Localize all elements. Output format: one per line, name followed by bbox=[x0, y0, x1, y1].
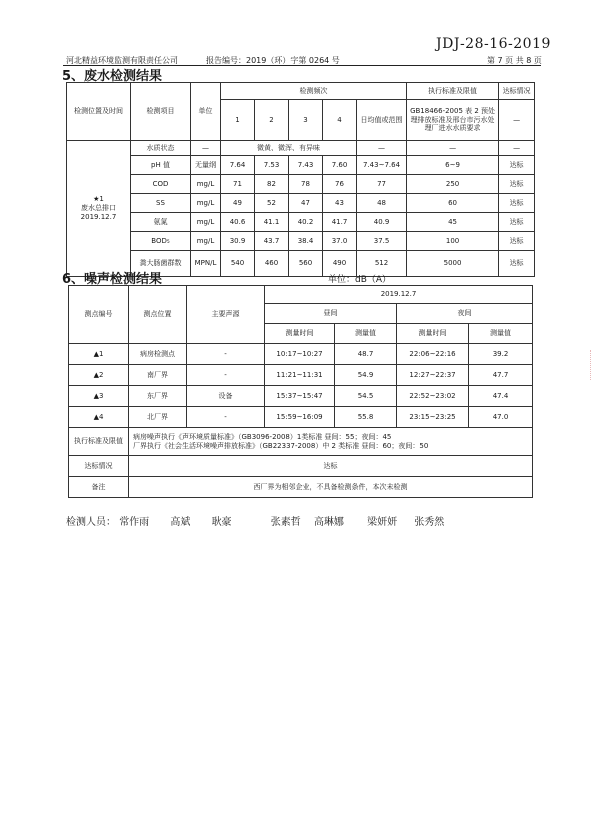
header-day-time: 测量时间 bbox=[265, 324, 335, 344]
night-time: 12:27~22:37 bbox=[397, 365, 469, 386]
inspector-name: 张素哲 bbox=[270, 517, 301, 528]
row-item: BOD₅ bbox=[131, 232, 191, 251]
remark-label: 备注 bbox=[69, 477, 129, 498]
inspectors-line bbox=[66, 513, 444, 528]
night-value: 39.2 bbox=[469, 344, 533, 365]
row-v3: 40.2 bbox=[289, 213, 323, 232]
row-std: 250 bbox=[407, 175, 499, 194]
stamp-edge-mark bbox=[590, 350, 603, 380]
night-time: 22:06~22:16 bbox=[397, 344, 469, 365]
location-date: 2019.12.7 bbox=[80, 212, 117, 221]
day-value: 54.9 bbox=[335, 365, 397, 386]
inspectors-label: 检测人员： bbox=[66, 517, 116, 528]
row-ok: 达标 bbox=[499, 251, 535, 277]
row-ok: 达标 bbox=[499, 175, 535, 194]
row-ok: 达标 bbox=[499, 213, 535, 232]
standard-text bbox=[129, 428, 533, 456]
night-time: 23:15~23:25 bbox=[397, 407, 469, 428]
point-source: - bbox=[187, 344, 265, 365]
freq-col-1: 1 bbox=[221, 100, 255, 141]
remark-value: 西厂界为相邻企业，不具备检测条件，本次未检测 bbox=[129, 477, 533, 498]
row-unit: — bbox=[191, 141, 221, 156]
header-compliance: 达标情况 bbox=[499, 83, 535, 100]
inspector-name: 高琳娜 bbox=[313, 517, 344, 528]
row-v2: 41.1 bbox=[255, 213, 289, 232]
location-name: 废水总排口 bbox=[81, 204, 116, 213]
section6-title: 6、噪声检测结果 bbox=[62, 272, 163, 287]
row-item: pH 值 bbox=[131, 156, 191, 175]
row-v4: 41.7 bbox=[323, 213, 357, 232]
row-std: 100 bbox=[407, 232, 499, 251]
row-avg: 7.43~7.64 bbox=[357, 156, 407, 175]
point-loc: 南厂界 bbox=[129, 365, 187, 386]
row-std: — bbox=[407, 141, 499, 156]
row-unit: mg/L bbox=[191, 175, 221, 194]
header-night-time: 测量时间 bbox=[397, 324, 469, 344]
point-source: - bbox=[187, 365, 265, 386]
row-v2: 52 bbox=[255, 194, 289, 213]
night-value: 47.4 bbox=[469, 386, 533, 407]
row-std: 6~9 bbox=[407, 156, 499, 175]
row-std: 60 bbox=[407, 194, 499, 213]
section5-title: 5、废水检测结果 bbox=[62, 69, 163, 84]
row-item: 粪大肠菌群数 bbox=[131, 251, 191, 277]
day-value: 55.8 bbox=[335, 407, 397, 428]
row-v2: 460 bbox=[255, 251, 289, 277]
day-time: 15:37~15:47 bbox=[265, 386, 335, 407]
row-v2: 82 bbox=[255, 175, 289, 194]
point-source: 设备 bbox=[187, 386, 265, 407]
day-time: 10:17~10:27 bbox=[265, 344, 335, 365]
row-unit: mg/L bbox=[191, 232, 221, 251]
standard-line-1: 病房噪声执行《声环境质量标准》（GB3096-2008）1类标准 昼间：55；夜间：45 bbox=[133, 432, 392, 441]
header-frequency: 检测频次 bbox=[221, 83, 407, 100]
point-no: ▲3 bbox=[69, 386, 129, 407]
header-unit: 单位 bbox=[191, 83, 221, 141]
row-v1: 71 bbox=[221, 175, 255, 194]
row-ok: 达标 bbox=[499, 156, 535, 175]
inspector-name: 高斌 bbox=[170, 517, 191, 528]
night-value: 47.0 bbox=[469, 407, 533, 428]
location-mark: ★1 bbox=[93, 195, 104, 204]
row-v1: 30.9 bbox=[221, 232, 255, 251]
row-v4: 490 bbox=[323, 251, 357, 277]
header-point-no: 测点编号 bbox=[69, 286, 129, 344]
row-ok: 达标 bbox=[499, 232, 535, 251]
company-name: 河北精益环境监测有限责任公司 bbox=[66, 56, 178, 65]
freq-col-2: 2 bbox=[255, 100, 289, 141]
header-point-loc: 测点位置 bbox=[129, 286, 187, 344]
standard-label: 执行标准及限值 bbox=[69, 428, 129, 456]
row-v3: 38.4 bbox=[289, 232, 323, 251]
header-standard: 执行标准及限值 bbox=[407, 83, 499, 100]
row-v4: 37.0 bbox=[323, 232, 357, 251]
row-v1: 540 bbox=[221, 251, 255, 277]
inspector-name: 梁妍妍 bbox=[367, 517, 398, 528]
row-item: 水质状态 bbox=[131, 141, 191, 156]
point-no: ▲2 bbox=[69, 365, 129, 386]
freq-col-4: 4 bbox=[323, 100, 357, 141]
row-v3: 7.43 bbox=[289, 156, 323, 175]
row-v4: 7.60 bbox=[323, 156, 357, 175]
row-avg: 512 bbox=[357, 251, 407, 277]
row-v3: 47 bbox=[289, 194, 323, 213]
standard-line-2: 厂界执行《社会生活环境噪声排放标准》（GB22337-2008）中 2 类标准 昼间：60；夜间：50 bbox=[133, 441, 429, 450]
point-loc: 东厂界 bbox=[129, 386, 187, 407]
freq-col-3: 3 bbox=[289, 100, 323, 141]
header-source: 主要声源 bbox=[187, 286, 265, 344]
row-v2: 7.53 bbox=[255, 156, 289, 175]
header-day: 昼间 bbox=[265, 304, 397, 324]
compliance-value: 达标 bbox=[129, 456, 533, 477]
row-avg: 48 bbox=[357, 194, 407, 213]
report-number: 报告编号：2019（环）字第 0264 号 bbox=[206, 56, 340, 65]
row-avg: 37.5 bbox=[357, 232, 407, 251]
row-item: 氨氮 bbox=[131, 213, 191, 232]
noise-unit: 单位：dB（A） bbox=[328, 275, 392, 285]
header-compliance-dash: — bbox=[499, 100, 535, 141]
row-avg: 40.9 bbox=[357, 213, 407, 232]
night-value: 47.7 bbox=[469, 365, 533, 386]
header-item: 检测项目 bbox=[131, 83, 191, 141]
row-unit: MPN/L bbox=[191, 251, 221, 277]
row-v3: 78 bbox=[289, 175, 323, 194]
inspector-name: 常作雨 bbox=[119, 517, 150, 528]
point-source: - bbox=[187, 407, 265, 428]
row-v1: 7.64 bbox=[221, 156, 255, 175]
row-std: 5000 bbox=[407, 251, 499, 277]
row-ok: 达标 bbox=[499, 194, 535, 213]
inspector-name: 张秀然 bbox=[414, 517, 445, 528]
header-location-time: 检测位置及时间 bbox=[67, 83, 131, 141]
header-daily-avg: 日均值或范围 bbox=[357, 100, 407, 141]
row-std: 45 bbox=[407, 213, 499, 232]
point-no: ▲1 bbox=[69, 344, 129, 365]
header-standard-desc: GB18466-2005 表 2 预处理排放标准及邢台市污水处理厂进水水质要求 bbox=[407, 100, 499, 141]
header-day-value: 测量值 bbox=[335, 324, 397, 344]
compliance-label: 达标情况 bbox=[69, 456, 129, 477]
noise-table bbox=[68, 285, 533, 498]
row-unit: mg/L bbox=[191, 194, 221, 213]
day-time: 11:21~11:31 bbox=[265, 365, 335, 386]
row-v1: 40.6 bbox=[221, 213, 255, 232]
day-time: 15:59~16:09 bbox=[265, 407, 335, 428]
row-item: SS bbox=[131, 194, 191, 213]
row-v1: 49 bbox=[221, 194, 255, 213]
document-number: JDJ-28-16-2019 bbox=[436, 36, 551, 52]
row-v4: 76 bbox=[323, 175, 357, 194]
row-avg: — bbox=[357, 141, 407, 156]
night-time: 22:52~23:02 bbox=[397, 386, 469, 407]
header-night: 夜间 bbox=[397, 304, 533, 324]
row-item: COD bbox=[131, 175, 191, 194]
point-loc: 北厂界 bbox=[129, 407, 187, 428]
row-unit: 无量纲 bbox=[191, 156, 221, 175]
wastewater-table bbox=[66, 82, 535, 277]
inspector-name: 耿豪 bbox=[211, 517, 232, 528]
row-v3: 560 bbox=[289, 251, 323, 277]
page-number: 第 7 页 共 8 页 bbox=[487, 56, 542, 65]
row-ok: — bbox=[499, 141, 535, 156]
row-merged-value: 微黄、微浑、有异味 bbox=[221, 141, 357, 156]
sampling-location bbox=[67, 141, 131, 277]
day-value: 48.7 bbox=[335, 344, 397, 365]
day-value: 54.5 bbox=[335, 386, 397, 407]
header-date: 2019.12.7 bbox=[265, 286, 533, 304]
row-v4: 43 bbox=[323, 194, 357, 213]
header-night-value: 测量值 bbox=[469, 324, 533, 344]
row-avg: 77 bbox=[357, 175, 407, 194]
row-unit: mg/L bbox=[191, 213, 221, 232]
point-loc: 病房检测点 bbox=[129, 344, 187, 365]
row-v2: 43.7 bbox=[255, 232, 289, 251]
point-no: ▲4 bbox=[69, 407, 129, 428]
